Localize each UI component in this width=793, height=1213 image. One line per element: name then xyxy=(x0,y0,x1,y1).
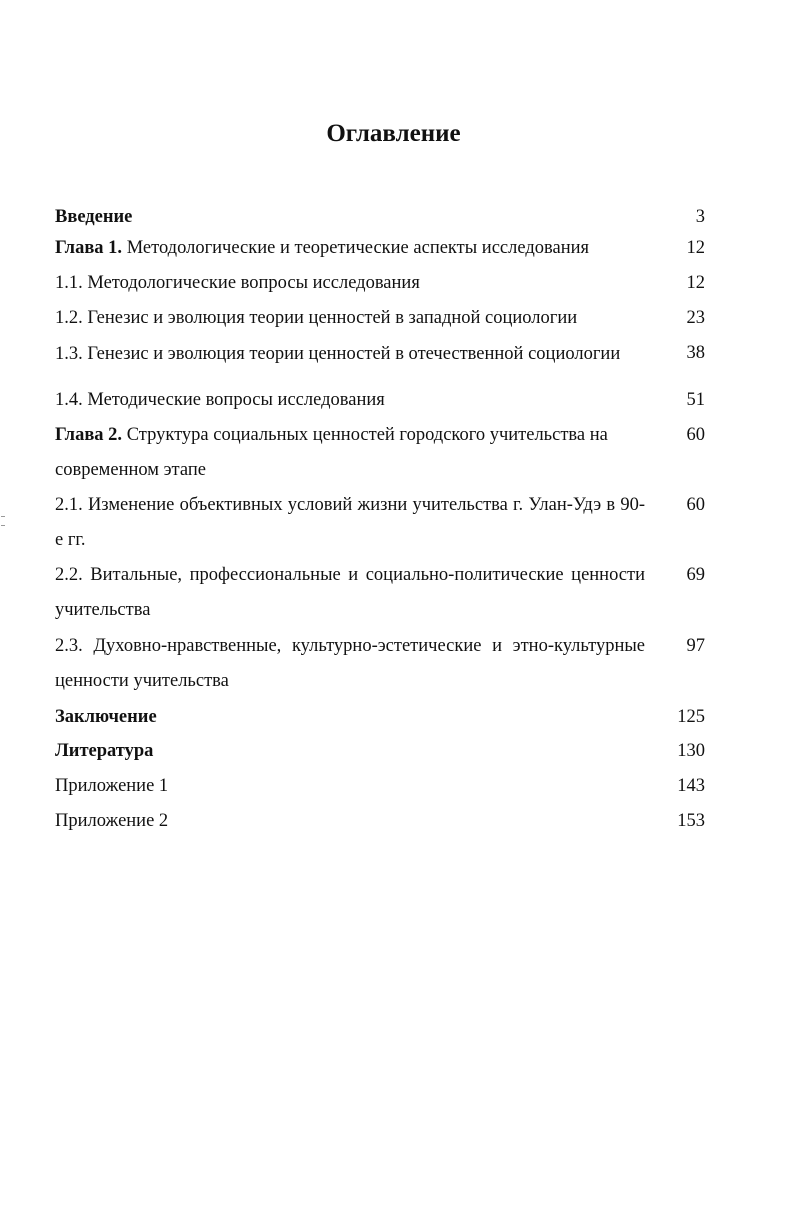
toc-entry-title: 1.2. Генезис и эволюция теории ценностей в западной социологии xyxy=(55,308,578,328)
toc-entry-title: Приложение 2 xyxy=(55,811,169,831)
page-title: Оглавление xyxy=(326,120,461,147)
toc-entry-page: 97 xyxy=(686,636,705,656)
toc-entry-title: Заключение xyxy=(55,707,157,727)
toc-entry-title: 2.1. Изменение объективных условий жизни учительства г. Улан-Удэ в 90-е гг. xyxy=(55,495,645,550)
toc-entry-page: 153 xyxy=(677,811,705,831)
toc-entry-page: 60 xyxy=(686,425,705,445)
toc-entry-title: Литература xyxy=(55,741,154,761)
toc-entry-page: 38 xyxy=(686,343,705,363)
chapter-label: Глава 1. xyxy=(55,238,123,258)
toc-entry-page: 23 xyxy=(686,308,705,328)
toc-entry-title: Приложение 1 xyxy=(55,776,169,796)
toc-entry-page: 130 xyxy=(677,741,705,761)
toc-entry-title: 1.3. Генезис и эволюция теории ценностей в отечественной социологии xyxy=(55,344,621,364)
toc-entry-page: 125 xyxy=(677,707,705,727)
toc-entry-page: 12 xyxy=(686,238,705,258)
toc-entry-page: 143 xyxy=(677,776,705,796)
toc-entry-title: Введение xyxy=(55,207,133,227)
chapter-title: Методологические и теоретические аспекты исследования xyxy=(122,238,590,258)
toc-entry-page: 3 xyxy=(695,207,705,227)
toc-entry-page: 69 xyxy=(686,565,705,585)
toc-entry-page: 12 xyxy=(686,273,705,293)
margin-mark xyxy=(1,525,5,526)
toc-entry-title: 1.4. Методические вопросы исследования xyxy=(55,390,385,410)
toc-entry-title: 1.1. Методологические вопросы исследования xyxy=(55,273,420,293)
toc-entry-title: 2.3. Духовно-нравственные, культурно-эстетические и этно-культурные ценности учительства xyxy=(55,636,645,691)
toc-entry-title xyxy=(55,231,645,266)
margin-mark xyxy=(1,516,5,517)
toc-entry-page: 60 xyxy=(686,495,705,515)
toc-entry-title: 2.2. Витальные, профессиональные и социально-политические ценности учительства xyxy=(55,565,645,620)
toc-entry-page: 51 xyxy=(686,390,705,410)
chapter-title: Структура социальных ценностей городского учительства на современном этапе xyxy=(55,425,608,480)
toc-entry-title xyxy=(55,418,645,488)
chapter-label: Глава 2. xyxy=(55,425,123,445)
